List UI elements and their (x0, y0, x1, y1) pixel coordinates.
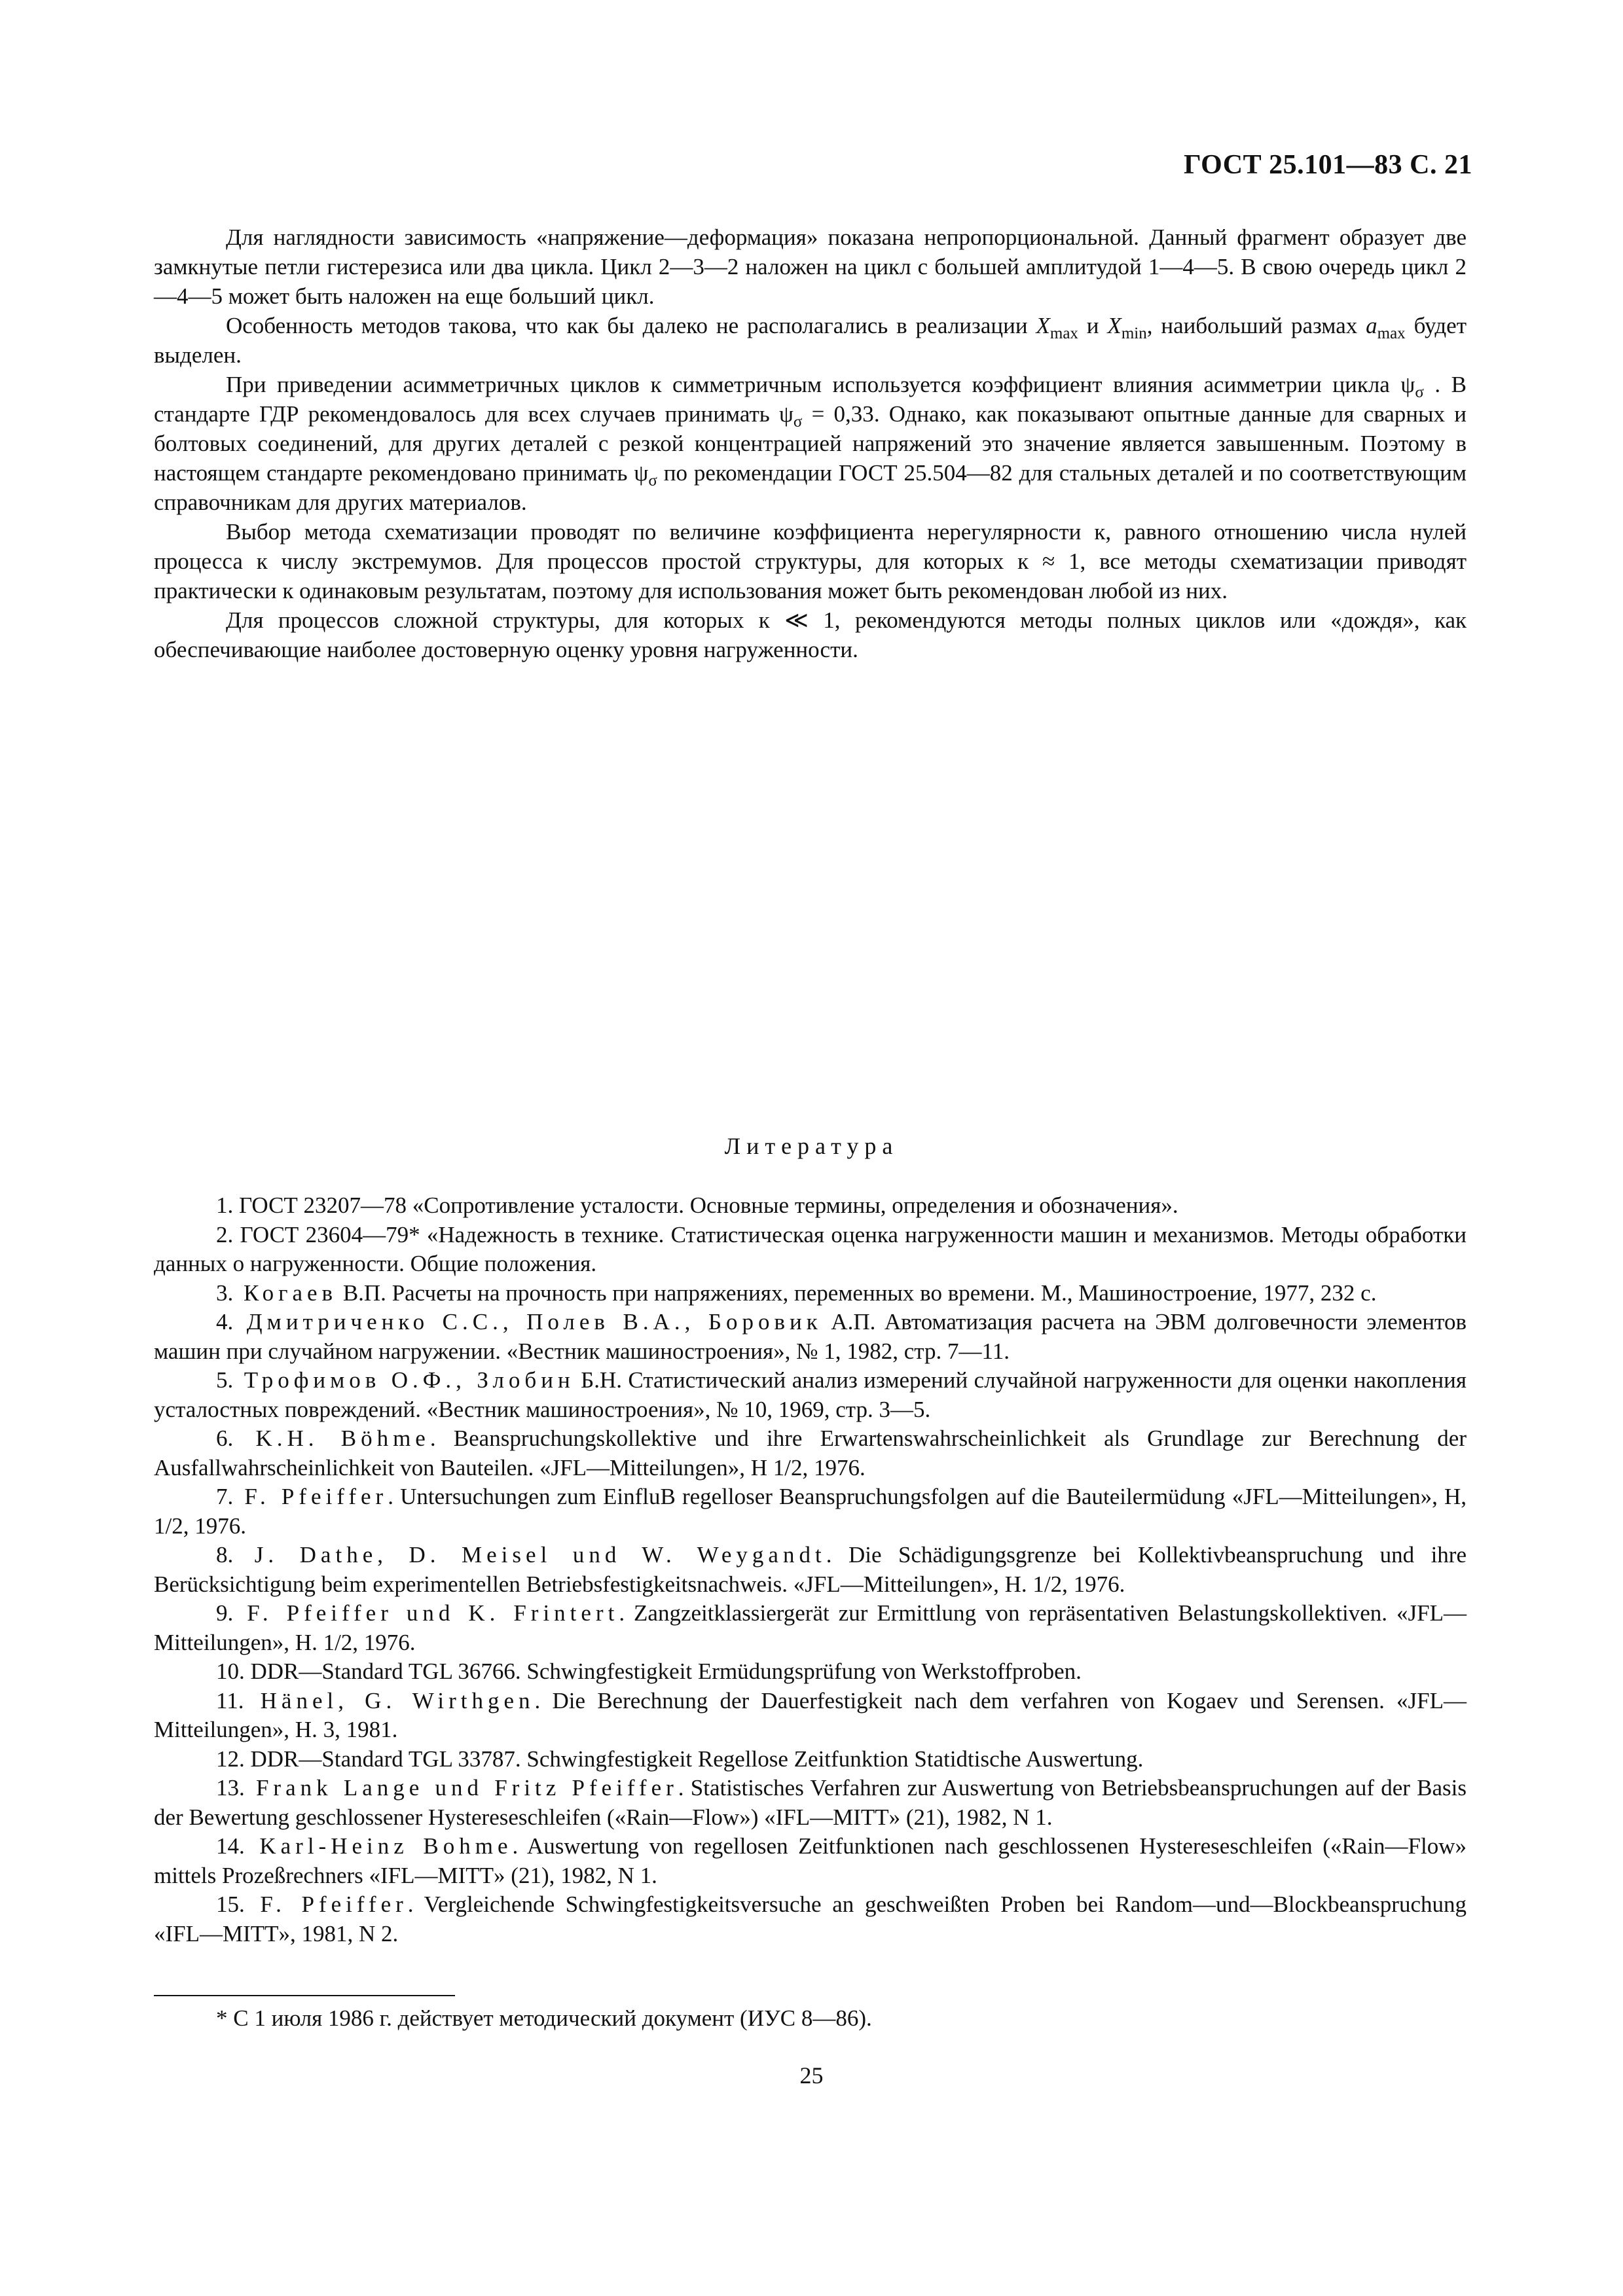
reference-text: DDR—Standard TGL 33787. Schwingfestigkeit Regellose Zeitfunktion Statidtische Auswertung. (244, 1746, 1144, 1772)
reference-authors: Frank Lange und Fritz Pfeiffer (244, 1775, 678, 1801)
reference-text: DDR—Standard TGL 36766. Schwingfestigkeit Ermüdungsprüfung von Werkstoffproben. (244, 1659, 1082, 1684)
reference-authors: F. Pfeiffer (233, 1484, 388, 1509)
footnote: * С 1 июля 1986 г. действует методический документ (ИУС 8—86). (216, 2005, 872, 2031)
paragraph-4: Выбор метода схематизации проводят по величине коэффициента нерегулярности к, равного отношению числа нулей процесса к числу экстремумов. Для процессов простой структуры, для которых к ≈ 1, все методы схематизации приводят практически к одинаковым результатам, поэтому для использования может быть рекомендован любой из них. (154, 519, 1467, 603)
reference-item (154, 1832, 1467, 1890)
text-run: и (1078, 313, 1108, 338)
reference-number: 14. (216, 1833, 245, 1859)
reference-text: ГОСТ 23207—78 «Сопротивление усталости. Основные термины, определения и обозначения». (233, 1193, 1178, 1218)
text-run: = 0,33 (802, 401, 874, 427)
reference-text: Б.Н. Статистический анализ измерений случайной нагруженности для оценки накопления усталостных повреждений. «Вестник машиностроения», № 10, 1969, стр. 3—5. (154, 1367, 1467, 1422)
subscript-max: max (1049, 325, 1078, 342)
reference-number: 1. (216, 1193, 234, 1218)
reference-item (154, 1482, 1467, 1541)
paragraph-2 (154, 311, 1467, 370)
reference-authors: Когаев (233, 1280, 338, 1306)
reference-authors: F. Pfeiffer und K. Frintert (233, 1600, 619, 1626)
psi-symbol: ψ (1400, 372, 1415, 397)
body-text (154, 223, 1467, 664)
reference-number: 6. (216, 1426, 234, 1451)
reference-authors: F. Pfeiffer (244, 1892, 408, 1917)
reference-item (154, 1745, 1467, 1774)
reference-authors: J. Dathe, D. Meisel und W. Weygandt (233, 1542, 826, 1568)
reference-number: 8. (216, 1542, 234, 1568)
reference-text: . Statistisches Verfahren zur Auswertung von Betriebsbeanspruchungen auf der Basis der Bewertung geschlossener Hystereseschleifen («Rain—Flow») «IFL—MITT» (21), 1982, N 1. (154, 1775, 1467, 1830)
text-run: . В стандарте ГДР рекомендовалось для всех случаев принимать (154, 372, 1467, 427)
text-run: будет выделен. (154, 313, 1467, 368)
reference-item (154, 1541, 1467, 1599)
reference-number: 5. (216, 1367, 234, 1393)
reference-number: 10. (216, 1659, 245, 1684)
paragraph-3 (154, 370, 1467, 517)
x-symbol: X (1107, 313, 1122, 338)
reference-number: 12. (216, 1746, 245, 1772)
reference-item (154, 1308, 1467, 1366)
text-run: Особенность методов такова, что как бы далеко не располагались в реализации (226, 313, 1036, 338)
page-number: 25 (799, 2062, 824, 2089)
reference-number: 11. (216, 1687, 244, 1713)
text-run: . Однако, как показывают опытные данные для сварных и болтовых соединений, для других деталей с резкой концентрацией напряжений это значение является завышенным. Поэтому в настоящем стандарте рекомендовано принимать (154, 401, 1467, 486)
text-run: по рекомендации ГОСТ 25.504—82 для стальных деталей и по соответствующим справочникам для других материалов. (154, 460, 1467, 515)
subscript-min: min (1121, 325, 1147, 342)
x-symbol: X (1036, 313, 1050, 338)
psi-symbol: ψ (778, 401, 793, 427)
reference-item (154, 1687, 1467, 1745)
reference-number: 15. (216, 1892, 245, 1917)
subscript-sigma: σ (648, 472, 657, 490)
reference-item (154, 1599, 1467, 1657)
reference-number: 9. (216, 1600, 234, 1626)
reference-item (154, 1366, 1467, 1424)
reference-text: . Die Schädigungsgrenze bei Kollektivbeanspruchung und ihre Berücksichtigung beim experimentellen Betriebsfestigkeitsnachweis. «JFL—Mitteilungen», H. 1/2, 1976. (154, 1542, 1467, 1597)
reference-text: . Untersuchungen zum EinfluB regelloser Beanspruchungsfolgen auf die Bauteilermüdung «JFL—Mitteilungen», H, 1/2, 1976. (154, 1484, 1467, 1539)
reference-number: 13. (216, 1775, 245, 1801)
reference-item (154, 1191, 1467, 1221)
footnote-divider (154, 1995, 455, 1996)
reference-text: А.П. Автоматизация расчета на ЭВМ долговечности элементов машин при случайном нагружении. «Вестник машиностроения», № 1, 1982, стр. 7—11. (154, 1309, 1467, 1364)
document-header: ГОСТ 25.101—83 С. 21 (1183, 150, 1472, 180)
paragraph-1: Для наглядности зависимость «напряжение—деформация» показана непропорциональной. Данный фрагмент образует две замкнутые петли гистерезиса или два цикла. Цикл 2—3—2 наложен на цикл с большей амплитудой 1—4—5. В свою очередь цикл 2—4—5 может быть наложен на еще больший цикл. (154, 224, 1467, 309)
reference-number: 7. (216, 1484, 234, 1509)
reference-authors: Дмитриченко С.С., Полев В.А., Боровик (233, 1309, 822, 1335)
reference-text: В.П. Расчеты на прочность при напряжениях, переменных во времени. М., Машиностроение, 1977, 232 с. (337, 1280, 1377, 1306)
reference-number: 4. (216, 1309, 234, 1335)
a-symbol: a (1366, 313, 1377, 338)
reference-item (154, 1774, 1467, 1832)
reference-list (154, 1191, 1467, 1948)
psi-symbol: ψ (634, 460, 649, 486)
subscript-max: max (1377, 325, 1406, 342)
reference-text: . Auswertung von regellosen Zeitfunktionen nach geschlossenen Hystereseschleifen («Rain—Flow» mittels Prozeßrechners «IFL—MITT» (21), 1982, N 1. (154, 1833, 1467, 1888)
reference-text: . Vergleichende Schwingfestigkeitsversuche an geschweißten Proben bei Random—und—Blockbeanspruchung «IFL—MITT», 1981, N 2. (154, 1892, 1467, 1946)
paragraph-5: Для процессов сложной структуры, для которых к ≪ 1, рекомендуются методы полных циклов или «дождя», как обеспечивающие наиболее достоверную оценку уровня нагруженности. (154, 607, 1467, 662)
reference-item (154, 1221, 1467, 1279)
reference-text: . Zangzeitklassiergerät zur Ermittlung von repräsentativen Belastungskollektiven. «JFL—Mitteilungen», H. 1/2, 1976. (154, 1600, 1467, 1655)
text-run: При приведении асимметричных циклов к симметричным используется коэффициент влияния асимметрии цикла (226, 372, 1401, 397)
text-run: , наибольший размах (1146, 313, 1366, 338)
reference-number: 3. (216, 1280, 234, 1306)
reference-item (154, 1890, 1467, 1948)
reference-item (154, 1657, 1467, 1687)
reference-item (154, 1424, 1467, 1482)
reference-authors: Karl-Heinz Bohme (244, 1833, 513, 1859)
reference-item (154, 1279, 1467, 1308)
subscript-sigma: σ (793, 413, 803, 431)
reference-text: . Die Berechnung der Dauerfestigkeit nach dem verfahren von Kogaev und Serensen. «JFL—Mitteilungen», H. 3, 1981. (154, 1687, 1467, 1742)
reference-number: 2. (216, 1221, 234, 1247)
reference-text: . Beanspruchungskollektive und ihre Erwartenswahrscheinlichkeit als Grundlage zur Berechnung der Ausfallwahrscheinlichkeit von Bauteilen. «JFL—Mitteilungen», H 1/2, 1976. (154, 1426, 1467, 1480)
reference-authors: Hänel, G. Wirthgen (244, 1687, 535, 1713)
subscript-sigma: σ (1415, 384, 1424, 401)
literature-heading: Литература (724, 1133, 899, 1159)
reference-text: ГОСТ 23604—79* «Надежность в технике. Статистическая оценка нагруженности машин и механизмов. Методы обработки данных о нагруженности. Общие положения. (154, 1221, 1467, 1276)
reference-authors: Трофимов О.Ф., Злобин (233, 1367, 575, 1393)
reference-authors: K.H. Böhme (233, 1426, 430, 1451)
